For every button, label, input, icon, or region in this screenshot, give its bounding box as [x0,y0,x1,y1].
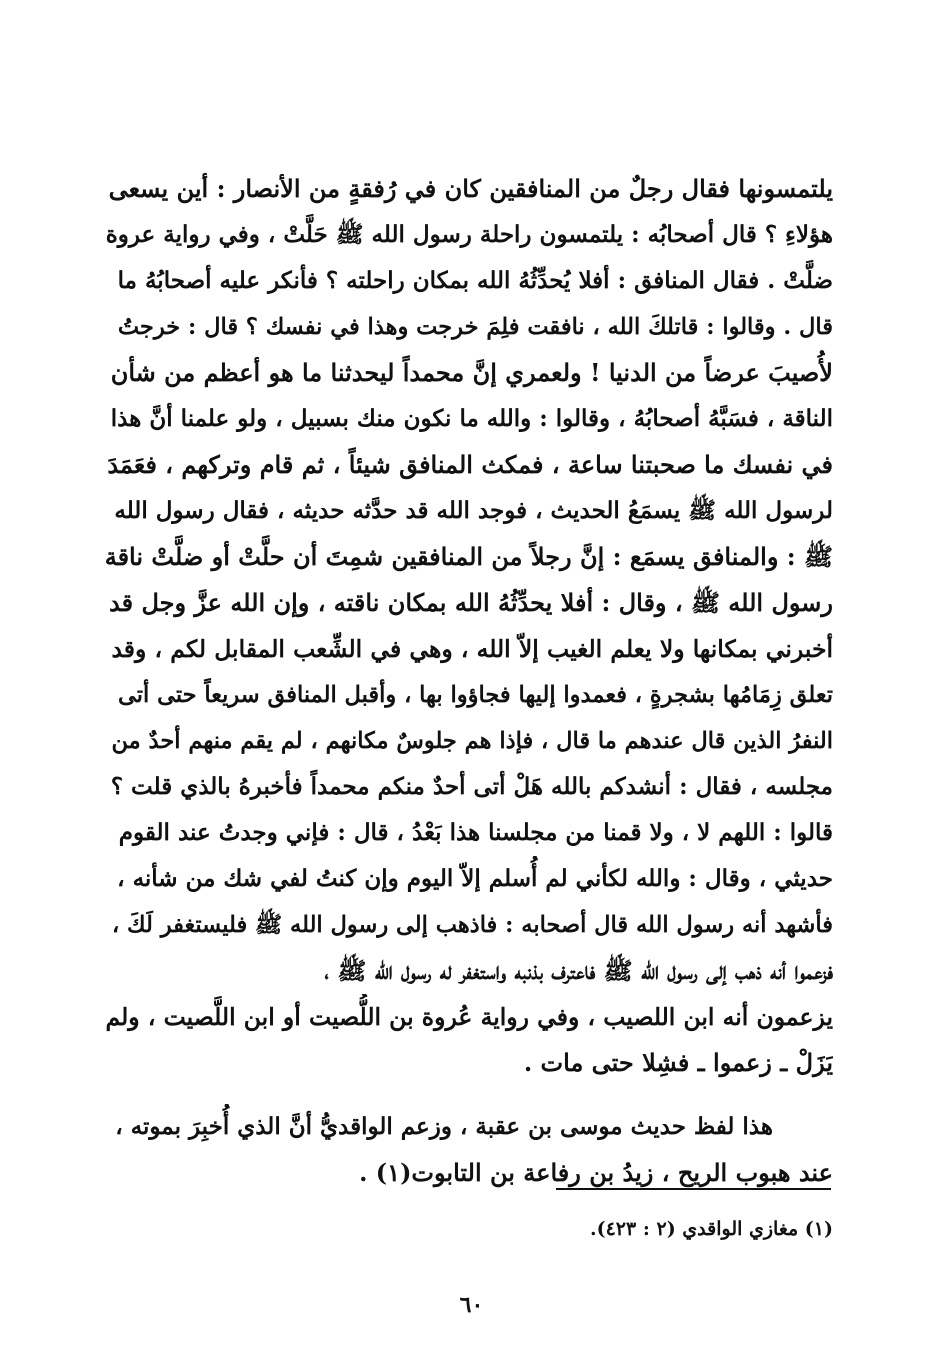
text-line: لأُصيبَ عرضاً من الدنيا ! ولعمري إنَّ محمداً ليحدثنا ما هو أعظم من شأن [110,358,833,387]
text-line: يزعمون أنه ابن اللصيب ، وفي رواية عُروة بن اللُّصيت أو ابن اللَّصيت ، ولم [105,1003,833,1031]
page-number: ٦٠ [459,1292,484,1318]
text-line: عند هبوب الريح ، زيدُ بن رفاعة بن التابوت(١) . [359,1158,833,1187]
text-line: قال . وقالوا : قاتلكَ الله ، نافقت فلِمَ خرجت وهذا في نفسك ؟ قال : خرجتُ [117,314,833,340]
text-line: يَزَلْ ـ زعموا ـ فشِلا حتى مات . [523,1048,833,1077]
footnote: (١) مغازي الواقدي (٢ : ٤٢٣). [589,1218,833,1240]
text-line: مجلسه ، فقال : أنشدكم بالله هَلْ أتى أحدٌ منكم محمداً فأخبرهُ بالذي قلت ؟ [110,773,833,800]
text-line: في نفسك ما صحبتنا ساعة ، فمكث المنافق شيئاً ، ثم قام وتركهم ، فعَمَدَ [107,450,833,479]
paragraph-break [105,1086,833,1104]
text-line: رسول الله ﷺ ، وقال : أفلا يحدِّثُهُ الله بمكان ناقته ، وإن الله عزَّ وجل قد [109,588,833,617]
text-line: أخبرني بمكانها ولا يعلم الغيب إلاّ الله ، وهي في الشِّعب المقابل لكم ، وقد [111,635,833,663]
text-line: حديثي ، وقال : والله لكأني لم أُسلم إلاّ اليوم وإن كنتُ لفي شك من شأنه ، [117,865,833,892]
text-line: يلتمسونها فقال رجلٌ من المنافقين كان في رُفقةٍ من الأنصار : أين يسعى [108,174,833,203]
text-line: النفرُ الذين قال عندهم ما قال ، فإذا هم جلوسٌ مكانهم ، لم يقم منهم أحدٌ من [111,728,833,754]
text-line: الناقة ، فسَبَّهُ أصحابُهُ ، وقالوا : والله ما نكون منك بسبيل ، ولو علمنا أنَّ هذا [110,405,833,432]
text-line: فأشهد أنه رسول الله قال أصحابه : فاذهب إلى رسول الله ﷺ فليستغفر لَكَ ، [111,912,833,938]
text-line: هؤلاءِ ؟ قال أصحابُه : يلتمسون راحلة رسول الله ﷺ حَلَّتْ ، وفي رواية عروة [105,221,833,248]
text-line: ﷺ : والمنافق يسمَع : إنَّ رجلاً من المنافقين شمِتَ أن حلَّتْ أو ضلَّتْ ناقة [105,542,833,571]
text-line: فزعموا أنه ذهب إلى رسول الله ﷺ فاعترف بذنبه واستغفر له رسول الله ﷺ ، [324,956,833,985]
footnote-separator [556,1188,831,1190]
text-line: هذا لفظ حديث موسى بن عقبة ، وزعم الواقديُّ أنَّ الذي أُخبِرَ بموته ، [115,1113,773,1140]
text-line: تعلق زِمَامُها بشجرةٍ ، فعمدوا إليها فجاؤوا بها ، وأقبل المنافق سريعاً حتى أتى [117,682,833,708]
text-line: لرسول الله ﷺ يسمَعُ الحديث ، فوجد الله قد حدَّثه حديثه ، فقال رسول الله [114,497,833,524]
main-text-block [105,166,833,1196]
text-line: ضلَّتْ . فقال المنافق : أفلا يُحدِّثُهُ الله بمكان راحلته ؟ فأنكر عليه أصحابُهُ ما [117,267,833,294]
text-line: قالوا : اللهم لا ، ولا قمنا من مجلسنا هذا بَعْدُ ، قال : فإني وجدتُ عند القوم [118,819,833,846]
